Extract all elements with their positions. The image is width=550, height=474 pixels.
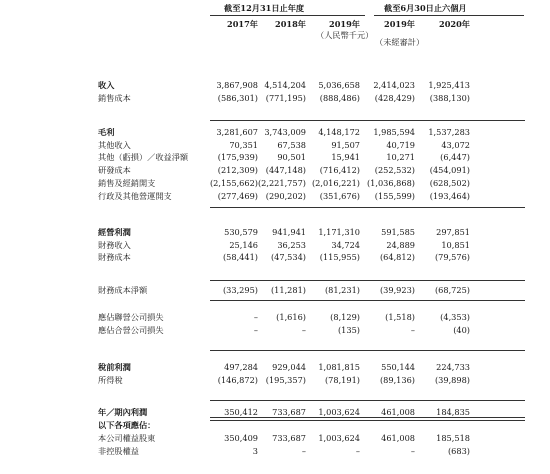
row-value: 1,081,815 [318, 362, 360, 372]
row-value: 461,008 [381, 407, 415, 417]
row-value: (195,357) [265, 375, 306, 385]
row-value: 4,514,204 [264, 80, 306, 90]
row-label: 應佔聯營公司損失 [98, 312, 164, 322]
subtotal-rule-6 [210, 400, 525, 401]
row-label: 財務成本 [98, 252, 131, 262]
row-value: (89,136) [379, 375, 415, 385]
row-value: 185,518 [436, 433, 470, 443]
row-label: 應佔合營公司損失 [98, 325, 164, 335]
row-value: (39,923) [379, 285, 415, 295]
row-value: 1,003,624 [318, 433, 360, 443]
row-label: 毛利 [98, 127, 115, 137]
row-value: (78,191) [324, 375, 360, 385]
row-value: (454,091) [429, 165, 470, 175]
row-label: 非控股權益 [98, 446, 139, 456]
row-value: (79,576) [434, 252, 470, 262]
row-value: 3,743,009 [264, 127, 306, 137]
row-value: 733,687 [272, 407, 306, 417]
row-value: (351,676) [319, 191, 360, 201]
row-value: 297,851 [436, 227, 470, 237]
row-value: 70,351 [229, 140, 258, 150]
row-label: 銷售及經銷開支 [98, 178, 156, 188]
row-value: – [355, 446, 360, 456]
row-value: (6,447) [440, 152, 470, 162]
row-value: 3,281,607 [216, 127, 258, 137]
row-label: 行政及其他營運開支 [98, 191, 172, 201]
subtotal-rule-2 [210, 207, 525, 208]
row-value: 3,867,908 [216, 80, 258, 90]
row-value: (888,486) [319, 93, 360, 103]
row-value: 184,835 [436, 407, 470, 417]
row-value: (47,534) [270, 252, 306, 262]
row-value: (64,812) [379, 252, 415, 262]
row-value: 550,144 [381, 362, 415, 372]
row-value: 10,851 [441, 240, 470, 250]
row-value: – [410, 325, 415, 335]
row-value: 25,146 [229, 240, 258, 250]
row-value: (11,281) [270, 285, 306, 295]
row-value: 461,008 [381, 433, 415, 443]
total-double-rule [210, 417, 525, 421]
row-value: (81,231) [324, 285, 360, 295]
row-value: (277,469) [217, 191, 258, 201]
row-value: (58,441) [222, 252, 258, 262]
row-value: 1,985,594 [373, 127, 415, 137]
row-value: 929,044 [272, 362, 306, 372]
row-value: – [253, 312, 258, 322]
row-value: 530,579 [224, 227, 258, 237]
row-value: (2,221,757) [257, 178, 306, 188]
row-label: 其他（虧損）／收益淨額 [98, 152, 189, 162]
row-label: 研發成本 [98, 165, 131, 175]
row-value: (447,148) [265, 165, 306, 175]
row-value: (68,725) [434, 285, 470, 295]
row-value: (135) [337, 325, 360, 335]
row-value: – [410, 446, 415, 456]
row-value: (628,502) [429, 178, 470, 188]
subtotal-rule-5 [210, 350, 525, 351]
header-underline-1 [210, 15, 365, 16]
row-label: 本公司權益股東 [98, 433, 156, 443]
row-value: 36,253 [277, 240, 306, 250]
row-value: 350,409 [224, 433, 258, 443]
row-value: (290,202) [265, 191, 306, 201]
row-value: 3 [252, 446, 258, 456]
row-value: 1,925,413 [428, 80, 470, 90]
row-label: 財務收入 [98, 240, 131, 250]
row-value: (8,129) [330, 312, 360, 322]
header-underline-2 [374, 15, 524, 16]
row-value: 2,414,023 [373, 80, 415, 90]
subtotal-rule-4 [210, 300, 525, 301]
subtotal-rule-3 [210, 280, 525, 281]
row-value: 1,003,624 [318, 407, 360, 417]
row-value: 224,733 [436, 362, 470, 372]
row-label: 以下各項應佔： [98, 420, 156, 430]
row-value: 10,271 [386, 152, 415, 162]
unaudited-label: （未經審計） [375, 37, 425, 47]
row-value: 40,719 [386, 140, 415, 150]
year-2020-h1: 2020年 [439, 19, 470, 29]
row-value: 67,538 [277, 140, 306, 150]
row-value: 90,501 [277, 152, 306, 162]
row-value: 1,537,283 [428, 127, 470, 137]
row-value: 350,412 [224, 407, 258, 417]
row-value: (1,518) [385, 312, 415, 322]
row-value: (586,301) [217, 93, 258, 103]
row-value: – [253, 325, 258, 335]
unit-label: （人民幣千元） [316, 30, 374, 40]
row-value: (39,898) [434, 375, 470, 385]
row-label: 財務成本淨額 [98, 285, 148, 295]
row-value: (155,599) [374, 191, 415, 201]
row-value: 941,941 [272, 227, 306, 237]
subtotal-rule-1 [210, 120, 525, 121]
row-value: (212,309) [217, 165, 258, 175]
row-value: 91,507 [331, 140, 360, 150]
row-value: 1,171,310 [318, 227, 360, 237]
year-2019: 2019年 [329, 19, 360, 29]
row-value: (428,429) [374, 93, 415, 103]
row-value: 733,687 [272, 433, 306, 443]
row-value: (146,872) [217, 375, 258, 385]
year-2019-h1: 2019年 [384, 19, 415, 29]
row-label: 所得稅 [98, 375, 123, 385]
row-value: (175,939) [217, 152, 258, 162]
row-value: (115,955) [319, 252, 360, 262]
row-value: 34,724 [331, 240, 360, 250]
row-value: (388,130) [429, 93, 470, 103]
row-label: 經營利潤 [98, 227, 131, 237]
row-value: 591,585 [381, 227, 415, 237]
row-label: 年／期內利潤 [98, 407, 148, 417]
row-value: (1,036,868) [366, 178, 415, 188]
row-value: 5,036,658 [318, 80, 360, 90]
row-value: 43,072 [441, 140, 470, 150]
row-label: 稅前利潤 [98, 362, 131, 372]
row-value: (771,195) [265, 93, 306, 103]
row-value: (716,412) [319, 165, 360, 175]
row-value: (33,295) [222, 285, 258, 295]
row-value: 4,148,172 [318, 127, 360, 137]
row-label: 收入 [98, 80, 115, 90]
row-value: 15,941 [331, 152, 360, 162]
row-value: (252,532) [374, 165, 415, 175]
row-value: – [301, 325, 306, 335]
row-label: 其他收入 [98, 140, 131, 150]
year-2018: 2018年 [275, 19, 306, 29]
row-value: (40) [453, 325, 470, 335]
row-value: (193,464) [429, 191, 470, 201]
row-value: (2,155,662) [209, 178, 258, 188]
year-2017: 2017年 [227, 19, 258, 29]
row-value: (1,616) [276, 312, 306, 322]
row-value: 24,889 [386, 240, 415, 250]
header-group-half-year: 截至6月30日止六個月 [384, 3, 467, 13]
row-value: 497,284 [224, 362, 258, 372]
row-label: 銷售成本 [98, 93, 131, 103]
header-group-full-year: 截至12月31日止年度 [224, 3, 305, 13]
row-value: (683) [447, 446, 470, 456]
row-value: (4,353) [440, 312, 470, 322]
row-value: – [301, 446, 306, 456]
row-value: (2,016,221) [311, 178, 360, 188]
